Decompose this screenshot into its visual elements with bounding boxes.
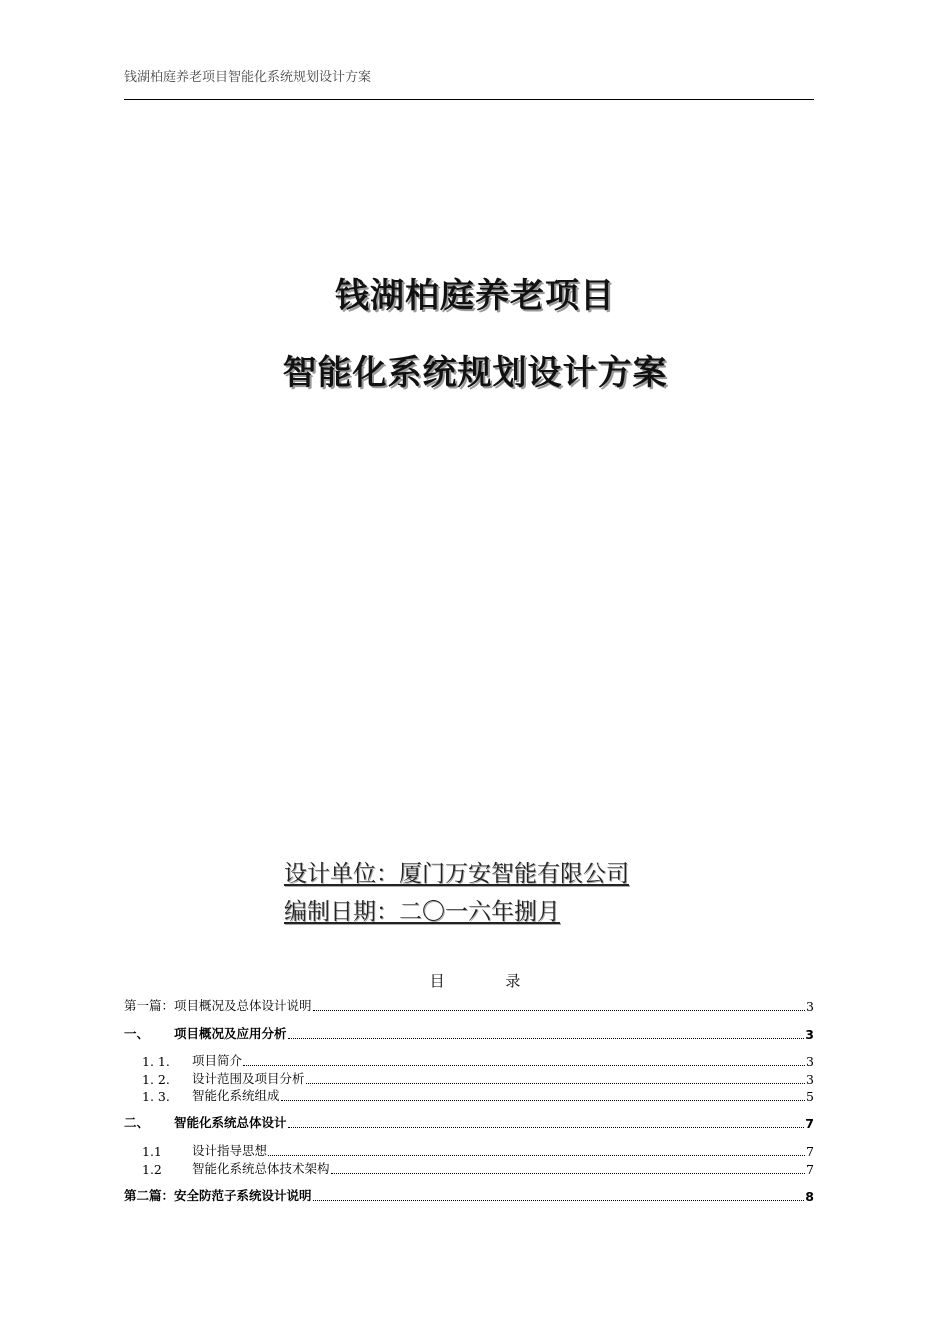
toc-leader — [281, 1100, 806, 1101]
toc-entry-number: 1. 1. — [142, 1054, 170, 1069]
document-title-line2: 智能化系统规划设计方案 — [282, 353, 668, 393]
toc-entry-page: 7 — [806, 1162, 814, 1177]
toc-entry[interactable] — [124, 997, 814, 1014]
toc-entry[interactable] — [124, 1114, 814, 1131]
toc-leader — [313, 1200, 805, 1201]
toc-entry[interactable] — [124, 1142, 814, 1159]
toc-entry-page: 3 — [806, 1072, 814, 1087]
toc-leader — [313, 1010, 806, 1011]
toc-entry-number: 1. 3. — [142, 1089, 170, 1104]
toc-entry-label: 设计指导思想 — [192, 1143, 268, 1158]
toc-heading — [0, 970, 950, 991]
toc-entry-page: 7 — [805, 1116, 814, 1131]
toc-entry-label: 智能化系统总体设计 — [174, 1115, 287, 1130]
document-title-line1: 钱湖柏庭养老项目 — [335, 276, 615, 316]
toc-entry-label: 设计范围及项目分析 — [192, 1071, 305, 1086]
design-unit: 设计单位：厦门万安智能有限公司 — [284, 861, 629, 887]
toc-entry-number: 二、 — [124, 1115, 150, 1130]
toc-entry-page: 7 — [806, 1144, 814, 1159]
toc-leader — [243, 1065, 805, 1066]
toc-entry-page: 3 — [806, 1054, 814, 1069]
toc-entry-label: 第二篇：安全防范子系统设计说明 — [124, 1188, 312, 1203]
toc-entry[interactable] — [124, 1070, 814, 1087]
toc-entry[interactable] — [124, 1025, 814, 1042]
toc-entry-number: 一、 — [124, 1026, 150, 1041]
toc-entry-page: 5 — [806, 1089, 814, 1104]
toc-entry-number: 1.2 — [142, 1162, 162, 1177]
toc-entry-label: 智能化系统总体技术架构 — [192, 1161, 330, 1176]
page-header: 钱湖柏庭养老项目智能化系统规划设计方案 — [124, 70, 372, 85]
toc-leader — [268, 1155, 805, 1156]
toc-entry-page: 8 — [805, 1189, 814, 1204]
toc-leader — [331, 1173, 806, 1174]
toc-entry-label: 智能化系统组成 — [192, 1088, 280, 1103]
toc-entry[interactable] — [124, 1160, 814, 1177]
compile-date: 编制日期：二〇一六年捌月 — [284, 899, 560, 925]
toc-entry-number: 1.1 — [142, 1144, 162, 1159]
toc-leader — [288, 1127, 805, 1128]
toc-entry-page: 3 — [805, 1027, 814, 1042]
toc-entry[interactable] — [124, 1052, 814, 1069]
header-rule — [124, 99, 814, 100]
toc-entry-label: 第一篇：项目概况及总体设计说明 — [124, 998, 312, 1013]
toc-entry-label: 项目概况及应用分析 — [174, 1026, 287, 1041]
toc-heading-left: 目 — [429, 972, 445, 990]
toc-entry-number: 1. 2. — [142, 1072, 170, 1087]
toc-entry-page: 3 — [806, 999, 814, 1014]
toc-leader — [288, 1038, 805, 1039]
toc-entry-label: 项目简介 — [192, 1053, 243, 1068]
toc-entry[interactable] — [124, 1187, 814, 1204]
toc-leader — [306, 1083, 806, 1084]
toc-entry[interactable] — [124, 1087, 814, 1104]
toc-heading-right: 录 — [505, 972, 521, 990]
